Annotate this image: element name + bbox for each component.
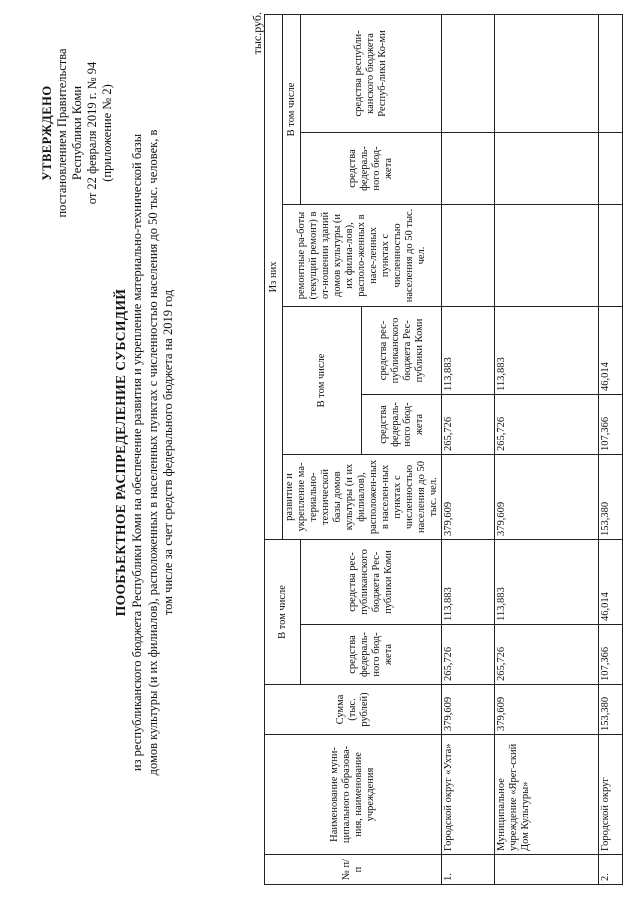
approval-decree: постановлением Правительства Республики Коми — [55, 48, 84, 218]
cell-republic-1: 113,883 — [495, 539, 599, 624]
cell-name: Городской округ — [599, 735, 623, 855]
cell-republic-3 — [442, 14, 495, 132]
header-federal-2: средства федераль-ного бюд-жета — [362, 394, 442, 454]
cell-num: 1. — [442, 855, 495, 885]
header-incl-3: В том числе — [283, 14, 301, 204]
header-republic-2: средства рес-публиканского бюджета Рес-публики Коми — [362, 306, 442, 394]
header-incl-1: В том числе — [265, 539, 301, 684]
cell-federal-3 — [495, 132, 599, 204]
cell-republic-3 — [599, 14, 623, 132]
document-subtitle-line3: том числе за счет средств федерального бюджета на 2019 год — [161, 289, 175, 616]
cell-federal-2: 107,366 — [599, 394, 623, 454]
cell-development: 379,609 — [495, 454, 599, 539]
cell-name: Городской округ «Ухта» — [442, 735, 495, 855]
document-subtitle-line2: домов культуры (и их филиалов), расположенных в населенных пунктах с численностью населения до 50 тыс. человек, в — [145, 129, 160, 776]
document-title: ПООБЪЕКТНОЕ РАСПРЕДЕЛЕНИЕ СУБСИДИЙ — [113, 288, 128, 617]
header-federal-3: средства федераль-ного бюд-жета — [301, 132, 442, 204]
header-sum: Сумма (тыс. рублей) — [265, 685, 442, 735]
cell-num: 2. — [599, 855, 623, 885]
cell-repair — [442, 204, 495, 306]
table-row — [495, 14, 599, 884]
cell-republic-1: 113,883 — [442, 539, 495, 624]
cell-federal-1: 265,726 — [442, 625, 495, 685]
cell-federal-1: 107,366 — [599, 625, 623, 685]
subsidy-table — [264, 14, 623, 885]
header-incl-2: В том числе — [283, 306, 362, 454]
cell-repair — [599, 204, 623, 306]
table-row — [599, 14, 623, 884]
cell-federal-2: 265,726 — [495, 394, 599, 454]
cell-republic-2: 113,883 — [442, 306, 495, 394]
cell-federal-1: 265,726 — [495, 625, 599, 685]
cell-federal-3 — [599, 132, 623, 204]
header-repair: ремонтные ра-боты (текущий ремонт) в от-ношении зданий домов культуры (и их филиа-лов), располо-женных в насе-ленных пунктах с численностью населения до 50 тыс. чел. — [283, 204, 442, 306]
cell-sum: 379,609 — [442, 685, 495, 735]
cell-development: 379,609 — [442, 454, 495, 539]
header-of-which: Из них — [265, 14, 283, 539]
header-federal-1: средства федераль-ного бюд-жета — [301, 625, 442, 685]
cell-sum: 379,609 — [495, 685, 599, 735]
header-num: № п/п — [265, 855, 442, 885]
approval-title: УТВЕРЖДЕНО — [40, 85, 54, 181]
document-subtitle-line1: из республиканского бюджета Республики Коми на обеспечение развития и укрепление материально-технической базы — [130, 133, 144, 772]
cell-republic-3 — [495, 14, 599, 132]
approval-stamp — [40, 23, 115, 243]
cell-repair — [495, 204, 599, 306]
cell-sum: 153,380 — [599, 685, 623, 735]
cell-development: 153,380 — [599, 454, 623, 539]
cell-num — [495, 855, 599, 885]
cell-federal-2: 265,726 — [442, 394, 495, 454]
approval-appendix: (приложение № 2) — [100, 84, 114, 182]
cell-republic-2: 113,883 — [495, 306, 599, 394]
cell-republic-2: 46,014 — [599, 306, 623, 394]
header-republic-1: средства рес-публиканского бюджета Рес-публики Коми — [301, 539, 442, 624]
document-heading — [112, 30, 177, 875]
table-row — [442, 14, 495, 884]
units-label: тыс.руб. — [250, 12, 264, 55]
header-name: Наименование муни-ципального образова-ния, наименование учреждения — [265, 735, 442, 855]
approval-date: от 22 февраля 2019 г. № 94 — [85, 61, 99, 205]
cell-name: Муниципальное учреждение «Ярег-ский Дом Культуры» — [495, 735, 599, 855]
header-republic-3: средства республи-канского бюджета Респуб-лики Ко-ми — [301, 14, 442, 132]
header-development: развитие и укрепление ма-териально-технической базы домов культуры (и их филиалов), расположен-ных в населен-ных пунктах с численностью населения до 50 тыс. чел. — [283, 454, 442, 539]
cell-federal-3 — [442, 132, 495, 204]
cell-republic-1: 46,014 — [599, 539, 623, 624]
